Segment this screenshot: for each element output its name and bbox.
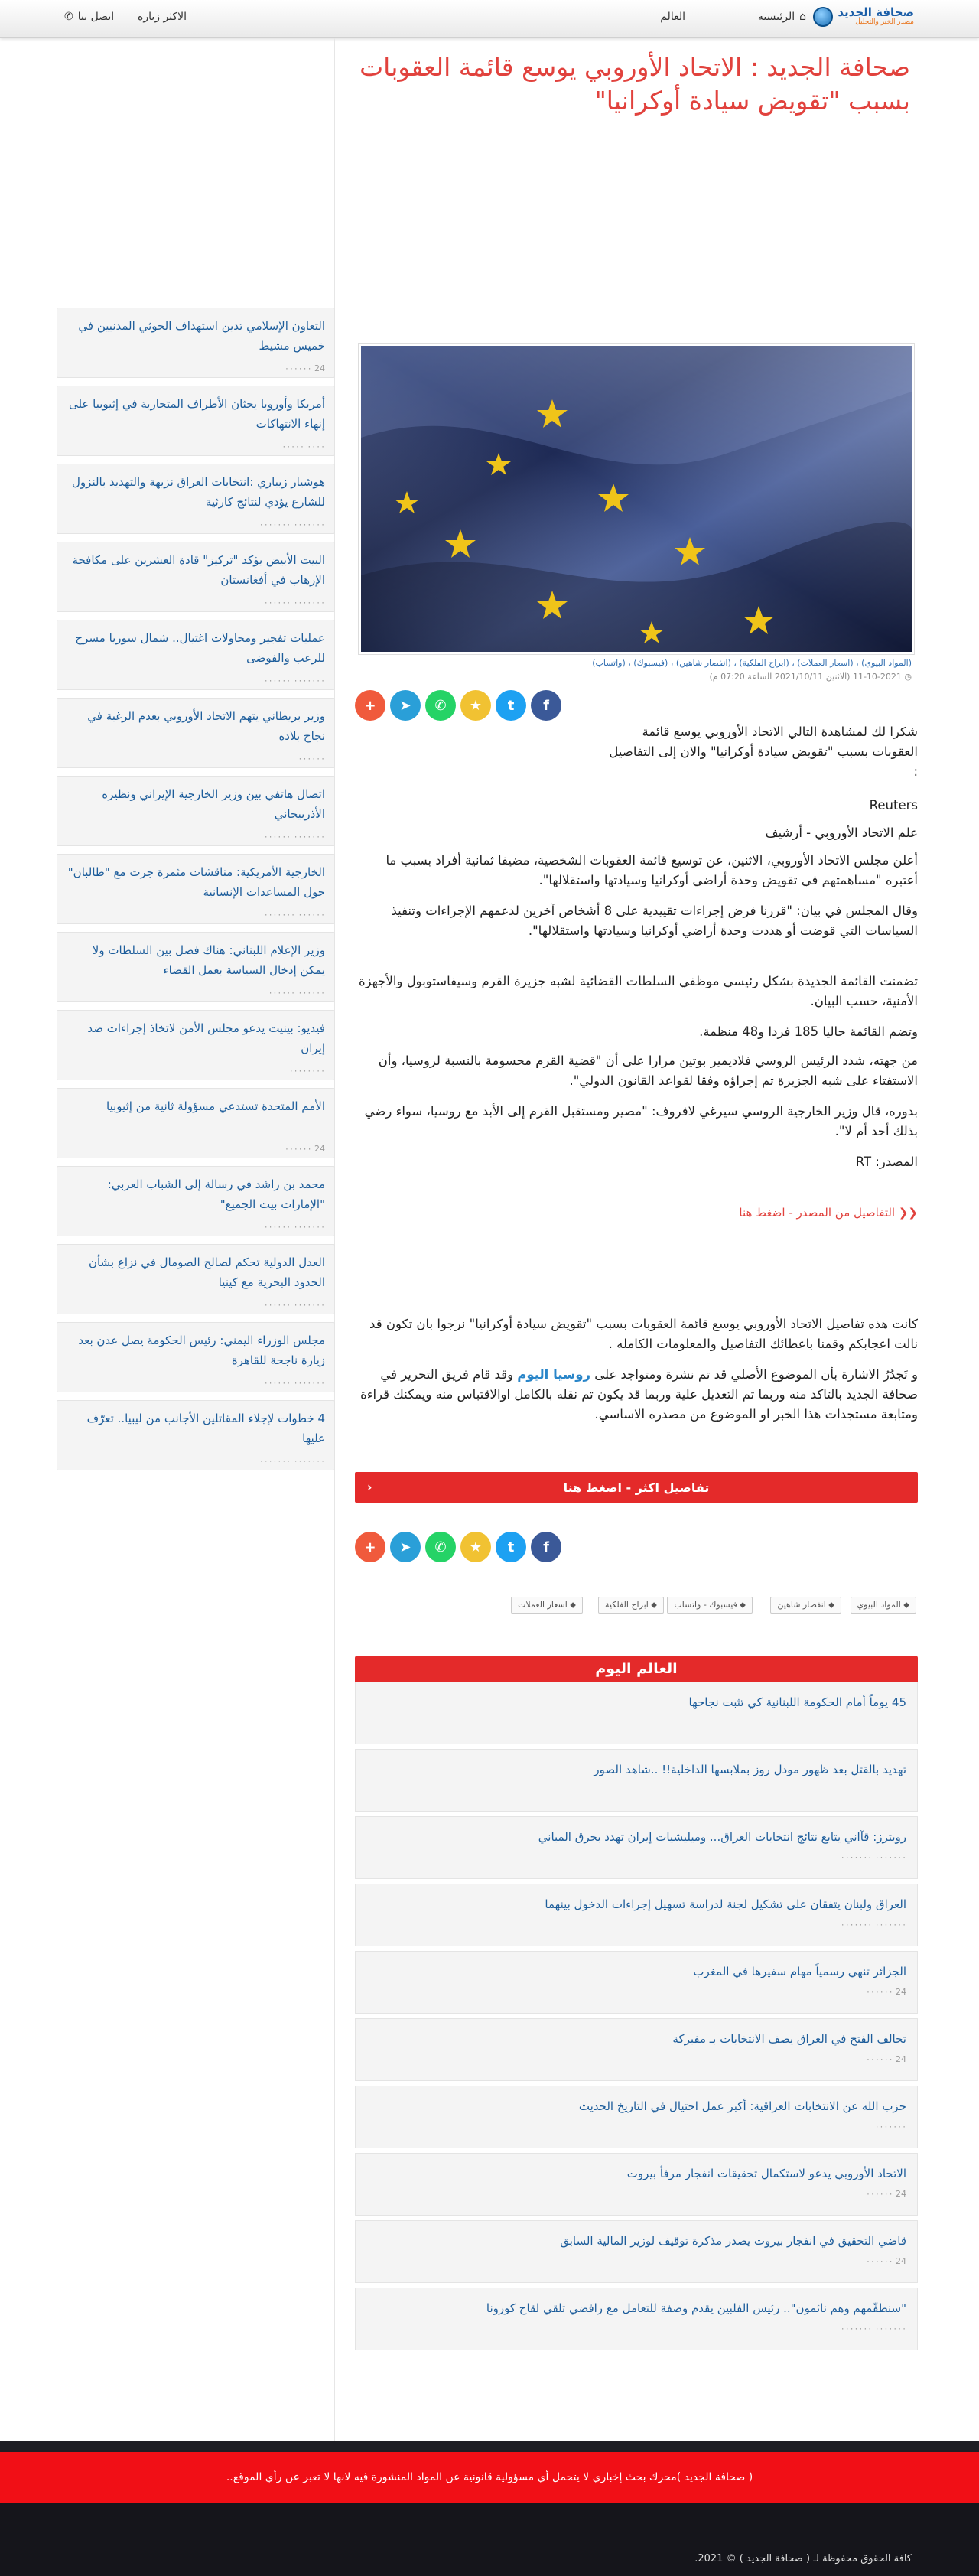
article-intro: شكرا لك لمشاهدة التالي الاتحاد الأوروبي يوسع قائمة العقوبات بسبب "تقويض سيادة أوكرانيا" والان إلى التفاصيل :: [609, 725, 918, 779]
world-news-title: قاضي التحقيق في انفجار بيروت يصدر مذكرة توقيف لوزير المالية السابق: [560, 2234, 906, 2248]
sidebar-news-item[interactable]: [57, 308, 335, 378]
nav-most-visited[interactable]: الاكثر زيارة: [138, 11, 187, 23]
article-outro: كانت هذه تفاصيل الاتحاد الأوروبي يوسع قائمة العقوبات بسبب "تقويض سيادة أوكرانيا" نرجوا بان تكون قد نالت اعجابكم وقمنا باعطائك التفاصيل والمعلومات الكامله .: [369, 1317, 918, 1351]
sidebar-news-item[interactable]: [57, 620, 335, 690]
article-title: صحافة الجديد : الاتحاد الأوروبي يوسع قائمة العقوبات بسبب "تقويض سيادة أوكرانيا": [359, 52, 910, 116]
more-share-icon: +: [364, 697, 376, 714]
sidebar-news-meta: ٠٠٠٠٠٠٠ ٠٠٠٠٠٠: [263, 832, 325, 842]
sidebar-news-meta: ٠٠٠٠ ٠٠٠٠٠: [281, 441, 325, 451]
site-logo[interactable]: [813, 6, 914, 27]
world-news-item[interactable]: [355, 1749, 918, 1812]
chevron-left-icon: ‹: [367, 1480, 372, 1494]
photo-caption: علم الاتحاد الأوروبي - أرشيف: [765, 826, 918, 840]
sidebar-news-item[interactable]: [57, 1322, 335, 1392]
world-news-meta: ٠٠٠٠٠٠٠ ٠٠٠٠٠٠٠: [840, 2324, 906, 2333]
facebook-share-button[interactable]: [531, 690, 561, 721]
sidebar-news-title: أمريكا وأوروبا يحثان الأطراف المتحاربة في إثيوبيا على إنهاء الانتهاكات: [68, 397, 325, 431]
sidebar-news-title: التعاون الإسلامي تدين استهداف الحوثي المدنيين في خميس مشيط: [78, 319, 325, 353]
sidebar-news-meta: ٠٠٠٠٠٠٠ ٠٠٠٠٠٠: [263, 598, 325, 607]
sidebar-news-item[interactable]: [57, 1166, 335, 1236]
sidebar-news-meta: ٠٠٠٠٠٠٠ ٠٠٠٠٠٠: [263, 1378, 325, 1388]
tag-icon: ⬥: [825, 1600, 834, 1610]
world-news-meta: 24 ٠٠٠٠٠٠: [866, 2256, 906, 2266]
more-share-share-button[interactable]: [355, 690, 385, 721]
world-news-item[interactable]: [355, 1951, 918, 2014]
sidebar-news-title: عمليات تفجير ومحاولات اغتيال.. شمال سوريا مسرح للرعب والفوضى: [75, 631, 325, 665]
world-news-item[interactable]: [355, 1816, 918, 1879]
world-news-title: "سنطفّمهم وهم نائمون".. رئيس الفلبين يقدم وصفة للتعامل مع رافضي تلقي لقاح كورونا: [486, 2301, 906, 2315]
whatsapp-icon: ✆: [434, 1539, 447, 1555]
copyright: كافة الحقوق محفوظة لـ ( صحافة الجديد ) © 2021.: [694, 2553, 912, 2565]
sidebar-news-title: البيت الأبيض يؤكد "تركيز" قادة العشرين على مكافحة الإرهاب في أفغانستان: [72, 553, 325, 587]
sidebar-news-meta: ٠٠٠٠٠٠٠ ٠٠٠٠٠٠: [263, 1300, 325, 1310]
article-source: المصدر: RT: [855, 1154, 918, 1169]
telegram-share-button[interactable]: [390, 1532, 421, 1562]
sidebar-news-title: 4 خطوات لإجلاء المقاتلين الأجانب من ليبيا.. تعرّف عليها: [86, 1412, 325, 1445]
footer-top-strip: [0, 2441, 979, 2452]
home-icon: ⌂: [799, 11, 806, 23]
world-news-title: 45 يوماً أمام الحكومة اللبنانية كي تثبت نجاحها: [688, 1695, 906, 1709]
facebook-share-button[interactable]: [531, 1532, 561, 1562]
sidebar-news-meta: 24 ٠٠٠٠٠٠: [285, 1144, 325, 1154]
eu-flag-image: [361, 346, 912, 652]
telegram-icon: ➤: [399, 697, 411, 714]
world-news-meta: 24 ٠٠٠٠٠٠: [866, 1987, 906, 1997]
world-news-title: العراق ولبنان يتفقان على تشكيل لجنة لدراسة تسهيل إجراءات الدخول بينهما: [545, 1897, 906, 1911]
tag-chip[interactable]: ⬥ ابراج الفلكية: [598, 1597, 664, 1614]
article-paragraph: بدوره، قال وزير الخارجية الروسي سيرغي لافروف: "مصير ومستقبل القرم إلى الأبد مع روسيا، سواء رضي بذلك أحد أم لا".: [364, 1104, 918, 1138]
sidebar-news-meta: ٠٠٠٠٠٠٠ ٠٠٠٠٠٠٠: [259, 519, 325, 529]
sidebar-news-title: اتصال هاتفي بين وزير الخارجية الإيراني ونظيره الأذربيجاني: [102, 787, 325, 821]
tag-chip[interactable]: ⬥ انفصار شاهين: [770, 1597, 841, 1614]
sidebar-news-title: وزير بريطاني يتهم الاتحاد الأوروبي بعدم الرغبة في نجاح بلاده: [87, 709, 325, 743]
tag-icon: ⬥: [900, 1600, 909, 1610]
facebook-icon: f: [543, 1539, 549, 1555]
world-news-meta: 24 ٠٠٠٠٠٠: [866, 2189, 906, 2199]
article-paragraph: من جهته، شدد الرئيس الروسي فلاديمير بوتين مرارا على أن "قضية القرم محسومة بالنسبة لروسيا، وأن الاستفتاء على شبه الجزيرة تم إجراؤه وفقا لقواعد القانون الدولي".: [378, 1054, 918, 1088]
sidebar-news-item[interactable]: [57, 1088, 335, 1158]
logo-title: صحافة الجديد: [838, 5, 914, 19]
top-navbar: [0, 0, 979, 38]
world-news-item[interactable]: [355, 2018, 918, 2081]
globe-logo-icon: [813, 7, 833, 27]
favorite-share-button[interactable]: [460, 690, 491, 721]
twitter-icon: t: [507, 697, 515, 714]
world-news-item[interactable]: [355, 2220, 918, 2283]
sidebar-news-title: الأمم المتحدة تستدعي مسؤولة ثانية من إثيوبيا: [106, 1099, 325, 1113]
telegram-icon: ➤: [399, 1539, 411, 1555]
world-news-title: حزب الله عن الانتخابات العراقية: أكبر عمل احتيال في التاريخ الحديث: [578, 2099, 906, 2113]
sidebar-news-item[interactable]: [57, 854, 335, 924]
sidebar-news-item[interactable]: [57, 1010, 335, 1080]
tag-icon: ⬥: [648, 1600, 657, 1610]
world-news-meta: ٠٠٠٠٠٠٠ ٠٠٠٠٠٠٠: [840, 1920, 906, 1930]
sidebar-news-meta: ٠٠٠٠٠٠٠ ٠٠٠٠٠٠: [263, 1222, 325, 1232]
logo-subtitle: مصدر الخبر والتحليل: [855, 18, 914, 26]
world-news-title: الاتحاد الأوروبي يدعو لاستكمال تحقيقات انفجار مرفأ بيروت: [626, 2167, 906, 2180]
tag-chip[interactable]: ⬥ المواد البيوي: [851, 1597, 916, 1614]
whatsapp-icon: ✆: [434, 697, 447, 714]
article-paragraph: وقال المجلس في بيان: "قررنا فرض إجراءات تقييدية على 8 أشخاص آخرين لدعمهم الإجراءات وتنفيذ السياسات التي قوضت أو هددت وحدة أراضي أوكرانيا وسيادتها واستقلالها".: [391, 904, 918, 938]
phone-icon: ✆: [64, 11, 73, 23]
tag-icon: ⬥: [737, 1600, 746, 1610]
world-news-item[interactable]: [355, 1682, 918, 1744]
nav-home[interactable]: ⌂ الرئيسية: [757, 11, 806, 23]
source-details-link[interactable]: ❮❮ التفاصيل من المصدر - اضغط هنا: [739, 1206, 918, 1220]
favorite-share-button[interactable]: [460, 1532, 491, 1562]
article-paragraph: وتضم القائمة حاليا 185 فردا و48 منظمة.: [699, 1024, 918, 1039]
sidebar-news-title: الخارجية الأمريكية: مناقشات مثمرة جرت مع "طالبان" حول المساعدات الإنسانية: [67, 865, 325, 899]
world-news-title: رويترز: قآاني يتابع نتائج انتخابات العراق... وميليشيات إيران تهدد بحرق المباني: [538, 1830, 906, 1844]
sidebar-news-title: فيديو: بينيت يدعو مجلس الأمن لاتخاذ إجراءات ضد إيران: [87, 1021, 325, 1055]
world-news-meta: ٠٠٠٠٠٠٠: [874, 2122, 906, 2131]
article-paragraph: أعلن مجلس الاتحاد الأوروبي، الاثنين، عن توسيع قائمة العقوبات الشخصية، مضيفا ثمانية أفراد بسبب ما أعتبره "مساهمتهم في تقويض وحدة أراضي أوكرانيا وسيادتها واستقلالها".: [385, 853, 918, 887]
sidebar-news-meta: ٠٠٠٠٠٠ ٠٠٠٠٠٠٠: [263, 910, 325, 920]
sidebar-news-item[interactable]: [57, 1244, 335, 1314]
twitter-share-button[interactable]: [496, 1532, 526, 1562]
facebook-icon: f: [543, 697, 549, 714]
clock-icon: ◷: [904, 672, 912, 682]
favorite-icon: ★: [469, 697, 483, 714]
world-news-title: الجزائر تنهي رسمياً مهام سفيرها في المغرب: [693, 1965, 906, 1978]
nav-contact[interactable]: اتصل بنا ✆: [64, 11, 115, 23]
world-news-title: تهديد بالقتل بعد ظهور مودل روز بملابسها الداخلية!! ..شاهد الصور: [594, 1763, 906, 1776]
sidebar-news-title: العدل الدولية تحكم لصالح الصومال في نزاع بشأن الحدود البحرية مع كينيا: [88, 1255, 325, 1289]
favorite-icon: ★: [469, 1539, 483, 1555]
sidebar-news-title: مجلس الوزراء اليمني: رئيس الحكومة يصل عدن بعد زيارة ناجحة للقاهرة: [78, 1334, 325, 1367]
whatsapp-share-button[interactable]: [425, 1532, 456, 1562]
world-news-item[interactable]: [355, 2086, 918, 2148]
sidebar-news-item[interactable]: [57, 386, 335, 456]
footer-disclaimer: ( صحافة الجديد )محرك بحث إخباري لا يتحمل أي مسؤولية قانونية عن المواد المنشورة فيه لانها لا تعبر عن رأي الموقع..: [0, 2452, 979, 2503]
sidebar-news-item[interactable]: [57, 542, 335, 612]
article-image: [358, 343, 915, 655]
tag-chip[interactable]: ⬥ اسعار العملات: [511, 1597, 583, 1614]
sidebar-news-meta: 24 ٠٠٠٠٠٠: [285, 363, 325, 373]
sidebar-news-item[interactable]: [57, 1400, 335, 1470]
more-share-icon: +: [364, 1539, 376, 1555]
double-chevron-icon: ❮❮: [898, 1206, 918, 1220]
sidebar-news-item[interactable]: [57, 464, 335, 534]
world-news-meta: ٠٠٠٠٠٠٠ ٠٠٠٠٠٠٠: [840, 1852, 906, 1862]
article-paragraph: تضمنت القائمة الجديدة بشكل رئيسي موظفي السلطات القضائية لشبه جزيرة القرم وسيفاستوبول والأجهزة الأمنية، حسب البيان.: [358, 974, 918, 1008]
twitter-share-button[interactable]: [496, 690, 526, 721]
sidebar-news-item[interactable]: [57, 932, 335, 1002]
share-bar-top: [355, 690, 561, 721]
sidebar-news-title: هوشيار زيباري :انتخابات العراق نزيهة والتهديد بالنزول للشارع يؤدي لنتائج كارثية: [72, 475, 325, 509]
telegram-share-button[interactable]: [390, 690, 421, 721]
article-categories[interactable]: (المواد البيوي) ، (اسعار العملات) ، (ابراج الفلكية) ، (انفصار شاهين) ، (فيسبوك) ، (واتساب): [592, 658, 912, 668]
world-news-item[interactable]: [355, 2288, 918, 2350]
sidebar-news-title: محمد بن راشد في رسالة إلى الشباب العربي: "الإمارات بيت الجميع": [107, 1177, 325, 1211]
article-date: ◷ 11-10-2021 (الاثنين 2021/10/11 الساعة 07:20 م): [709, 672, 912, 682]
nav-world[interactable]: العالم: [660, 11, 685, 23]
sidebar-news-meta: ٠٠٠٠٠٠٠ ٠٠٠٠٠٠: [263, 676, 325, 686]
more-share-share-button[interactable]: [355, 1532, 385, 1562]
sidebar-news-meta: ٠٠٠٠٠٠٠ ٠٠٠٠٠٠٠: [259, 1456, 325, 1466]
world-today-heading: العالم اليوم: [355, 1656, 918, 1682]
sidebar-news-item[interactable]: [57, 698, 335, 768]
source-site-link[interactable]: روسيا اليوم: [517, 1367, 590, 1382]
article-attribution: و تَجدُرُ الاشارة بأن الموضوع الأصلي قد تم نشرة ومتواجد على روسيا اليوم وقد قام فريق التحرير في صحافة الجديد بالتاكد منه وربما تم التعديل علية وربما قد يكون تم نقله بالكامل اوالاقتباس منه ويمكنك قراءة ومتابعة مستجدات هذا الخبر او الموضوع من مصدره الاساسي.: [360, 1367, 918, 1422]
world-news-title: تحالف الفتح في العراق يصف الانتخابات بـ مفبركة: [672, 2032, 906, 2046]
footer: [0, 2503, 979, 2576]
source-agency: Reuters: [869, 798, 918, 813]
tag-chip[interactable]: ⬥ فيسبوك - واتساب: [667, 1597, 753, 1614]
share-bar-bottom: [355, 1532, 561, 1562]
world-news-item[interactable]: [355, 2153, 918, 2216]
sidebar-news-title: وزير الإعلام اللبناني: هناك فصل بين السلطات ولا يمكن إدخال السياسة بعمل القضاء: [92, 943, 325, 977]
more-details-button[interactable]: تفاصيل اكثر - اضغط هنا ‹: [355, 1472, 918, 1503]
world-news-meta: 24 ٠٠٠٠٠٠: [866, 2054, 906, 2064]
sidebar-news-meta: ٠٠٠٠٠٠٠٠: [288, 1066, 325, 1076]
twitter-icon: t: [507, 1539, 515, 1555]
sidebar-news-item[interactable]: [57, 776, 335, 846]
world-news-item[interactable]: [355, 1884, 918, 1946]
sidebar-news-meta: ٠٠٠٠٠٠: [298, 754, 325, 764]
sidebar-news-meta: ٠٠٠٠٠٠ ٠٠٠٠٠٠: [268, 988, 325, 998]
whatsapp-share-button[interactable]: [425, 690, 456, 721]
tag-icon: ⬥: [567, 1600, 576, 1610]
